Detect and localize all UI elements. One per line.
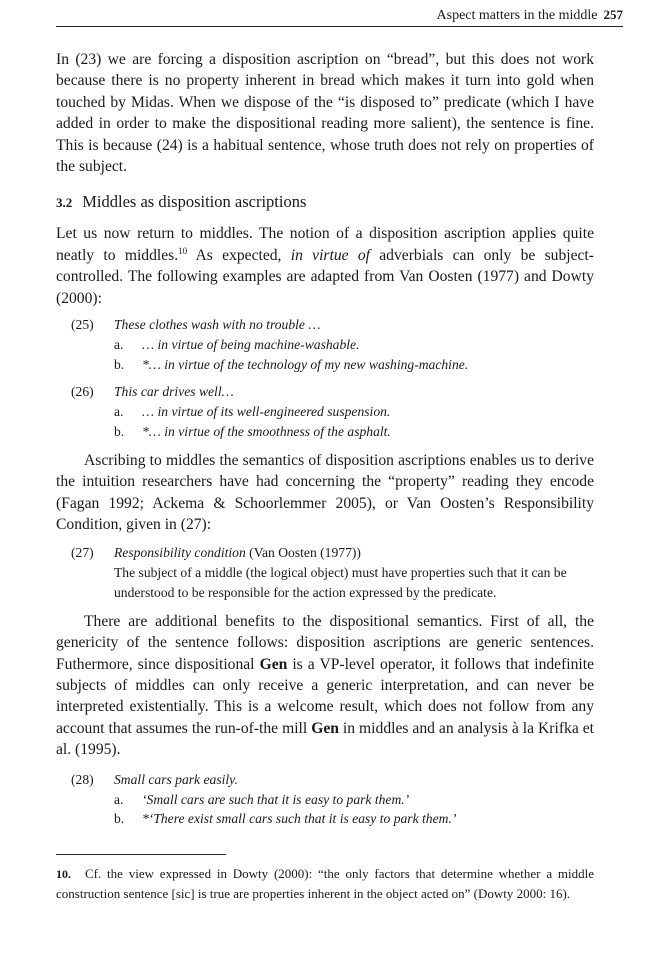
running-head: [56, 6, 623, 27]
footnote: [56, 864, 594, 903]
sub-label: b.: [114, 424, 125, 440]
page-body: [56, 49, 594, 837]
section-number: 3.2: [56, 195, 73, 211]
example-27: [56, 543, 594, 602]
paragraph-2-text-a: Let us now return to middles. The notion of a disposition ascription applies quite neatly to middles.: [56, 225, 594, 264]
paragraph-4-text-c: in middles and an analysis à la Krifka et al. (1995).: [56, 719, 594, 759]
sub-example: ‘Small cars are such that it is easy to park them.’: [142, 791, 410, 807]
footnote-ref[interactable]: 10: [178, 245, 188, 256]
sub-example: *… in virtue of the smoothness of the asphalt.: [142, 424, 391, 440]
sub-example: *… in virtue of the technology of my new washing-machine.: [142, 356, 469, 372]
example-26: [56, 382, 594, 441]
example-28: [56, 770, 594, 829]
footnote-text: Cf. the view expressed in Dowty (2000): “the only factors that determine whether a middle construction sentence [sic] is true are properties inherent in the object acted on” (Dowty 2000: 16).: [56, 866, 594, 901]
example-body: The subject of a middle (the logical object) must have properties such that it can be understood to be responsible for the action expressed by the predicate.: [114, 565, 567, 601]
footnote-rule: [56, 854, 226, 855]
example-number: (27): [71, 545, 94, 561]
sub-example: … in virtue of being machine-washable.: [142, 336, 360, 352]
sub-label: a.: [114, 791, 124, 807]
sub-label: a.: [114, 336, 124, 352]
example-sentence: These clothes wash with no trouble …: [114, 317, 321, 333]
example-sentence: Small cars park easily.: [114, 771, 238, 787]
example-source: (Van Oosten (1977)): [245, 545, 361, 561]
example-title: Responsibility condition: [114, 545, 246, 561]
paragraph-1: In (23) we are forcing a disposition ascription on “bread”, but this does not work because there is no property inherent in bread which makes it turn into gold when touched by Midas. When we dispose of the “is disposed to” predicate (which I have added in order to make the dispositional reading more salient), the sentence is fine. This is because (24) is a habitual sentence, whose truth does not rely on properties of the subject.: [56, 51, 594, 176]
gen-operator: Gen: [259, 655, 288, 673]
example-25: [56, 315, 594, 374]
page-number: 257: [603, 7, 623, 22]
example-number: (28): [71, 771, 94, 787]
sub-label: b.: [114, 356, 125, 372]
paragraph-2-text-c: adverbials can only be subject-controlled. The following examples are adapted from Van Oosten (1977) and Dowty (2000):: [56, 246, 594, 307]
example-number: (26): [71, 384, 94, 400]
footnote-number: 10.: [56, 867, 71, 881]
gen-operator: Gen: [311, 719, 339, 737]
example-sentence: This car drives well…: [114, 384, 234, 400]
running-title: Aspect matters in the middle: [436, 8, 598, 23]
section-heading: [56, 191, 594, 214]
paragraph-3: Ascribing to middles the semantics of disposition ascriptions enables us to derive the intuition researchers have had concerning the “property” reading they encode (Fagan 1992; Ackema & Schoorlemmer 2005), or Van Oosten’s Responsibility Condition, given in (27):: [56, 451, 594, 534]
sub-label: b.: [114, 811, 125, 827]
sub-example: … in virtue of its well-engineered suspension.: [142, 404, 391, 420]
paragraph-2: [56, 223, 594, 309]
paragraph-4-text-a: There are additional benefits to the dispositional semantics. First of all, the genericity of the sentence follows: disposition ascriptions are generic sentences. Futhermore, since dispositional: [56, 612, 594, 673]
paragraph-4: [56, 611, 594, 761]
example-number: (25): [71, 317, 94, 333]
paragraph-2-text-b: As expected,: [187, 246, 291, 264]
paragraph-2-italic: in virtue of: [290, 246, 370, 264]
sub-label: a.: [114, 404, 124, 420]
section-title: Middles as disposition ascriptions: [82, 192, 307, 212]
paragraph-4-text-b: is a VP-level operator, it follows that indefinite subjects of middles can only receive a generic interpretation, and can never be interpreted existentially. This is a welcome result, which does not follow from any account that assumes the run-of-the mill: [56, 655, 595, 737]
sub-example: *‘There exist small cars such that it is easy to park them.’: [142, 811, 457, 827]
